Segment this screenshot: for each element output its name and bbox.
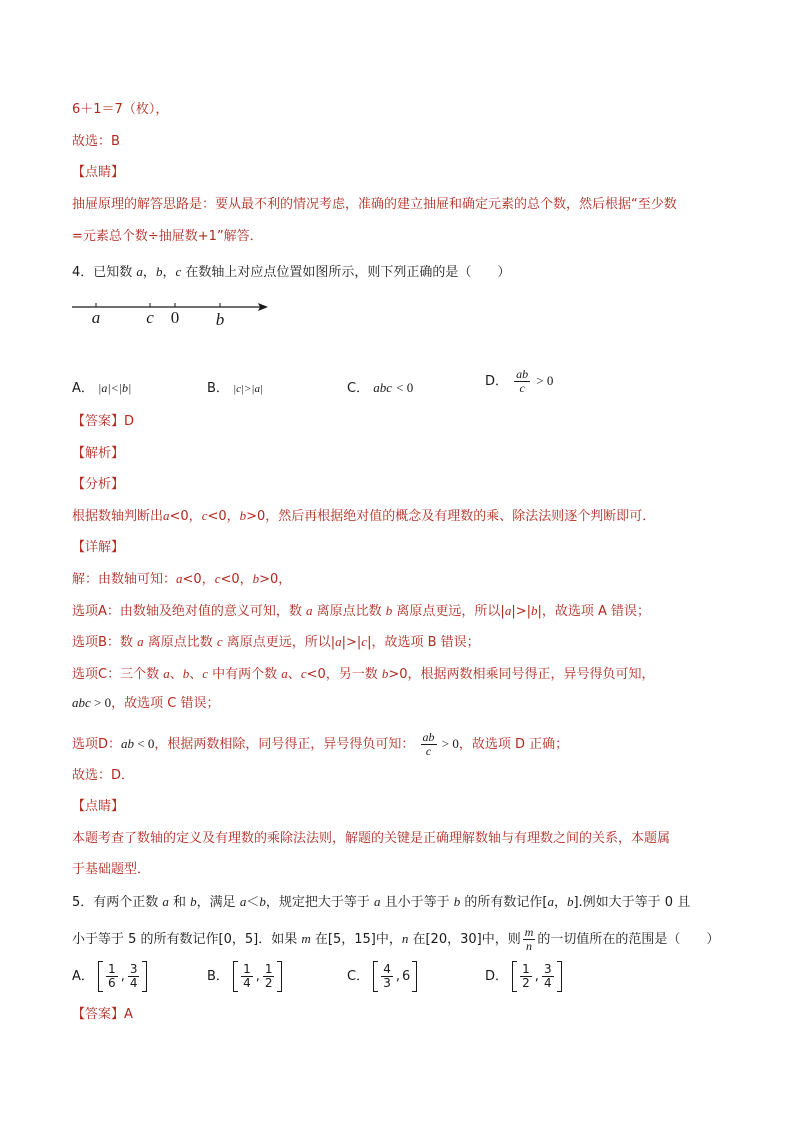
q5-d-d1: 2 <box>522 976 530 990</box>
fenxi-t4: c <box>201 508 208 523</box>
q5-a-frac-2 <box>128 963 140 990</box>
question-4-stem <box>72 263 510 282</box>
q5-option-c[interactable] <box>347 963 417 990</box>
solA-t7: |>| <box>511 604 531 619</box>
solution-option-a <box>72 602 650 621</box>
q5-option-a-interval: $\frac{1}{6}$ , $\frac{3}{4}$ <box>98 963 147 990</box>
q5-option-a-label: A． <box>72 969 94 984</box>
fenxi-t3: <0， <box>169 509 202 524</box>
solC-t12: b <box>381 666 389 681</box>
q5-c-value-2: 6 <box>402 969 411 984</box>
solD-fraction <box>421 731 437 758</box>
q5l1-t11: 且小于等于 <box>380 895 454 910</box>
q5-d-frac-1 <box>520 963 532 990</box>
q5l1-t17: ].例如大于等于 0 且 <box>573 895 691 910</box>
q4-option-b[interactable] <box>207 377 263 396</box>
q5l1-t14: a <box>547 894 554 909</box>
q5-fraction-m-n <box>523 926 536 953</box>
q5-d-frac-2 <box>542 963 554 990</box>
q5-fraction-numerator: m <box>524 925 534 939</box>
label-a: a <box>91 308 101 327</box>
q5-b-n1: 1 <box>243 962 251 976</box>
q5-option-b-label: B． <box>207 969 229 984</box>
q5l1-t9: ，规定把大于等于 <box>265 895 374 910</box>
answer-5: 【答案】A <box>72 1007 133 1022</box>
q5l1-t7: ＜ <box>246 895 260 910</box>
q5-option-b-interval: $\frac{1}{4}$ , $\frac{1}{2}$ <box>233 963 282 990</box>
q4-option-d-denominator: c <box>519 381 525 395</box>
solution-line-1 <box>72 570 291 589</box>
q5-a-frac-1 <box>106 963 118 990</box>
q5-a-n1: 1 <box>108 962 116 976</box>
solD-rel: > 0 <box>438 736 459 751</box>
q5-option-a[interactable] <box>72 963 147 990</box>
line-6-plus-1: 6＋1＝7（枚）， <box>72 102 169 117</box>
solA-t8: b <box>530 603 538 618</box>
label-b: b <box>215 310 225 329</box>
label-c: c <box>146 308 154 327</box>
q5l1-t8: b <box>259 894 266 909</box>
sol1-t5: <0， <box>220 572 253 587</box>
sol1-t6: b <box>252 571 260 586</box>
solC-t6: c <box>202 666 209 681</box>
solB-t1: 选项B：数 <box>72 635 138 650</box>
q4-option-a-expr: |a|<|b| <box>98 381 132 395</box>
fenxi-heading: 【分析】 <box>72 477 125 492</box>
solA-t5: 离原点更远，所以| <box>392 604 505 619</box>
solD-t2: ab <box>121 736 135 751</box>
solB-t7: |>| <box>341 635 362 650</box>
q5l1-t15: ， <box>553 895 567 910</box>
solB-t8: c <box>361 634 368 649</box>
solD-t3: < 0 <box>134 736 155 751</box>
q4-sep2: ， <box>162 265 176 280</box>
principle-line-1: 抽屉原理的解答思路是：要从最不利的情况考虑，准确的建立抽屉和确定元素的总个数，然后根据“至少数 <box>72 197 677 212</box>
fenxi-text <box>72 507 655 526</box>
answer-4: 【答案】D <box>72 414 135 429</box>
solC-t7: 中有两个数 <box>208 667 282 682</box>
q5-c-frac-1 <box>381 963 393 990</box>
q4-option-d-fraction <box>514 368 530 395</box>
q5l2-t3: 在[5，15]中， <box>310 932 402 947</box>
question-5-line-2 <box>72 926 719 953</box>
q5-b-frac-1 <box>241 963 253 990</box>
solution-option-c-line-1 <box>72 665 655 684</box>
q5l1-t3: 和 <box>168 895 191 910</box>
q5-fraction-denominator: n <box>526 939 533 953</box>
solC-t10: c <box>300 666 307 681</box>
solB-t6: a <box>335 634 342 649</box>
q4-var-c: c <box>175 264 182 279</box>
fenxi-t6: b <box>239 508 247 523</box>
principle-line-2: =元素总个数÷抽屉数+1”解答． <box>72 229 263 244</box>
q4-option-c[interactable] <box>347 377 413 396</box>
number-line-figure <box>70 293 275 333</box>
question-5-line-1 <box>72 893 690 912</box>
q5l1-t16: b <box>566 894 574 909</box>
solC-t2: a <box>163 666 170 681</box>
solA-t3: 离原点比数 <box>312 604 386 619</box>
solC-t1: 选项C：三个数 <box>72 667 164 682</box>
q5-a-n2: 3 <box>129 962 138 976</box>
q5l2-t1: 小于等于 5 的所有数记作[0，5]．如果 <box>72 932 302 947</box>
solC-t9: 、 <box>287 667 301 682</box>
q5-b-d1: 4 <box>243 976 251 990</box>
solD-t6: ，故选项 D 正确； <box>458 737 569 752</box>
fenxi-t5: <0， <box>207 509 240 524</box>
solB-t4: c <box>216 634 223 649</box>
q5-c-d1: 3 <box>383 976 391 990</box>
q5-d-n2: 3 <box>543 962 552 976</box>
q4-sep1: ， <box>142 265 156 280</box>
q4-var-b: b <box>155 264 163 279</box>
q4-option-b-expr: |c|>|a| <box>233 383 263 395</box>
solA-t9: |，故选项 A 错误； <box>537 604 651 619</box>
q4-option-c-expr: abc <box>373 380 392 395</box>
solC2-text: ，故选项 C 错误； <box>111 696 220 711</box>
sol1-t1: 解：由数轴可知： <box>72 572 177 587</box>
q5l1-t5: ，满足 <box>196 895 240 910</box>
q5-option-d-interval: $\frac{1}{2}$ , $\frac{3}{4}$ <box>512 963 561 990</box>
q5-option-d-label: D． <box>485 969 509 984</box>
sol1-t7: >0， <box>259 572 292 587</box>
solA-t6: a <box>504 603 512 618</box>
solution-option-b <box>72 633 480 652</box>
solD-t1: 选项D： <box>72 737 122 752</box>
dianjing-heading: 【点睛】 <box>72 165 125 180</box>
q5-option-c-label: C． <box>347 969 370 984</box>
sol1-t3: <0， <box>182 572 215 587</box>
dianjing-heading-2: 【点睛】 <box>72 799 125 814</box>
q5-b-n2: 1 <box>264 962 273 976</box>
solB-t5: 离原点更远，所以| <box>222 635 336 650</box>
q4-option-d[interactable] <box>485 368 553 395</box>
solD-denominator: c <box>425 744 432 758</box>
q5-c-n1: 4 <box>383 962 391 976</box>
fenxi-t1: 根据数轴判断出 <box>72 509 164 524</box>
q4-option-a[interactable] <box>72 377 131 396</box>
q5-d-d2: 4 <box>543 976 552 990</box>
solA-t1: 选项A：由数轴及绝对值的意义可知，数 <box>72 604 307 619</box>
solC-t11: <0，另一数 <box>306 667 382 682</box>
solC-t4: b <box>182 666 190 681</box>
solD-numerator: ab <box>422 730 435 744</box>
solC-t8: a <box>281 666 288 681</box>
fenxi-t2: a <box>163 508 170 523</box>
solC-t5: 、 <box>189 667 203 682</box>
solC-t3: 、 <box>169 667 183 682</box>
q4-option-d-label: D． <box>485 374 509 389</box>
q4-option-b-label: B． <box>207 381 229 396</box>
solA-t4: b <box>385 603 393 618</box>
q5-b-d2: 2 <box>264 976 273 990</box>
q4-var-a: a <box>136 264 143 279</box>
sol1-t2: a <box>176 571 183 586</box>
q4-suffix: 在数轴上对应点位置如图所示，则下列正确的是（ ） <box>185 265 511 280</box>
solC2-rel: > 0 <box>90 695 112 710</box>
solC-t13: >0，根据两数相乘同号得正，异号得负可知， <box>388 667 655 682</box>
solB-t9: |，故选项 B 错误； <box>367 635 480 650</box>
choose-d: 故选：D． <box>72 768 135 783</box>
q5l2-t2: m <box>301 931 311 946</box>
choose-b: 故选：B <box>72 134 120 149</box>
q5-a-d2: 4 <box>129 976 138 990</box>
solB-t2: a <box>137 634 144 649</box>
q5l2-t6: 的一切值所在的范围是（ ） <box>537 932 720 947</box>
q5-b-frac-2 <box>263 963 275 990</box>
xiangjie-heading: 【详解】 <box>72 540 125 555</box>
q5l2-t5: 在[20，30]中，则 <box>408 932 521 947</box>
q5l1-t6: a <box>239 894 247 909</box>
sol1-t4: c <box>214 571 221 586</box>
q5l1-t1: 5．有两个正数 <box>72 895 163 910</box>
q5-d-n1: 1 <box>522 962 530 976</box>
q5-a-d1: 6 <box>108 976 116 990</box>
summary-line-1: 本题考查了数轴的定义及有理数的乘除法法则，解题的关键是正确理解数轴与有理数之间的关系，本题属 <box>72 831 671 846</box>
q5l1-t13: 的所有数记作[ <box>460 895 548 910</box>
q4-option-d-rel: > 0 <box>536 373 554 388</box>
solB-t3: 离原点比数 <box>143 635 217 650</box>
solA-t2: a <box>306 603 313 618</box>
q5-option-d[interactable] <box>485 963 562 990</box>
fenxi-t7: >0，然后再根据绝对值的概念及有理数的乘、除法法则逐个判断即可． <box>246 509 656 524</box>
q4-prefix: 4．已知数 <box>72 265 133 280</box>
solution-option-c-line-2 <box>72 694 219 713</box>
q4-option-a-label: A． <box>72 381 94 396</box>
jiexi-heading: 【解析】 <box>72 446 125 461</box>
q4-option-d-numerator: ab <box>516 367 529 381</box>
q4-option-c-rel: < 0 <box>396 380 414 395</box>
solD-t4: ，根据两数相除，同号得正，异号得负可知： <box>154 737 415 752</box>
q5l1-t4: b <box>190 894 197 909</box>
q5-option-c-interval: $\frac{4}{3}$ , 6 <box>373 963 417 990</box>
q5l1-t10: a <box>373 894 381 909</box>
q5l2-t4: n <box>401 931 409 946</box>
solC2-expr: abc <box>72 695 91 710</box>
label-0: 0 <box>170 308 180 327</box>
q5-option-b[interactable] <box>207 963 282 990</box>
q4-option-c-label: C． <box>347 381 370 396</box>
summary-line-2: 于基础题型． <box>72 862 151 877</box>
q5l1-t2: a <box>162 894 169 909</box>
q5l1-t12: b <box>453 894 461 909</box>
solution-option-d <box>72 731 568 758</box>
